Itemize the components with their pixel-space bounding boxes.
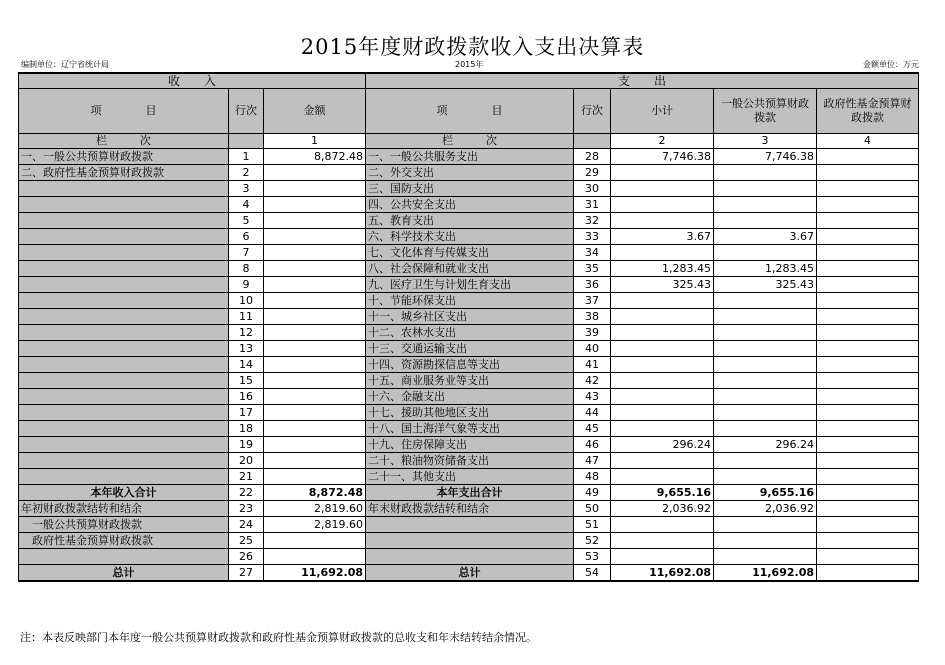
year-income-total-label: 本年收入合计 xyxy=(19,485,229,501)
row-number: 23 xyxy=(229,501,264,517)
income-item xyxy=(19,293,229,309)
income-item xyxy=(19,229,229,245)
row-number: 21 xyxy=(229,469,264,485)
expense-general-budget xyxy=(714,357,817,373)
expense-general-budget xyxy=(714,197,817,213)
row-number: 34 xyxy=(574,245,611,261)
row-number: 32 xyxy=(574,213,611,229)
row-number: 43 xyxy=(574,389,611,405)
expense-subtotal: 1,283.45 xyxy=(611,261,714,277)
income-item xyxy=(19,357,229,373)
income-item xyxy=(19,277,229,293)
expense-item: 二十一、其他支出 xyxy=(366,469,574,485)
budget-table xyxy=(18,72,919,582)
income-row-no-header: 行次 xyxy=(229,89,264,134)
expense-subtotal xyxy=(611,341,714,357)
income-item xyxy=(19,245,229,261)
row-number: 54 xyxy=(574,565,611,582)
expense-general-budget xyxy=(714,213,817,229)
amount-unit: 金额单位：万元 xyxy=(863,60,919,69)
table-row xyxy=(19,357,919,373)
table-row xyxy=(19,261,919,277)
income-item xyxy=(19,309,229,325)
row-number: 46 xyxy=(574,437,611,453)
income-amount-header: 金额 xyxy=(264,89,366,134)
table-row xyxy=(19,341,919,357)
income-amount xyxy=(264,229,366,245)
income-item: 二、政府性基金预算财政拨款 xyxy=(19,165,229,181)
income-amount xyxy=(264,165,366,181)
expense-item: 十九、住房保障支出 xyxy=(366,437,574,453)
income-item xyxy=(19,261,229,277)
expense-fund-budget xyxy=(817,325,919,341)
expense-general-budget xyxy=(714,421,817,437)
row-number: 30 xyxy=(574,181,611,197)
blank-cell xyxy=(229,134,264,149)
expense-subtotal xyxy=(611,165,714,181)
row-number: 2 xyxy=(229,165,264,181)
column-label: 栏 次 xyxy=(19,134,229,149)
expense-subtotal xyxy=(611,389,714,405)
expense-subtotal xyxy=(611,197,714,213)
table-row xyxy=(19,437,919,453)
year-income-total-amount: 8,872.48 xyxy=(264,485,366,501)
expense-fund-budget xyxy=(817,293,919,309)
expense-subtotal: 325.43 xyxy=(611,277,714,293)
income-amount xyxy=(264,325,366,341)
table-row xyxy=(19,181,919,197)
expense-general-budget: 3.67 xyxy=(714,229,817,245)
table-row xyxy=(19,373,919,389)
expense-general-budget: 7,746.38 xyxy=(714,149,817,165)
table-row xyxy=(19,325,919,341)
expense-general-budget xyxy=(714,165,817,181)
income-item xyxy=(19,389,229,405)
blank-cell xyxy=(264,549,366,565)
row-number: 15 xyxy=(229,373,264,389)
header-row-section xyxy=(19,73,919,89)
expense-item: 四、公共安全支出 xyxy=(366,197,574,213)
row-number: 13 xyxy=(229,341,264,357)
expense-subtotal xyxy=(611,181,714,197)
income-amount: 8,872.48 xyxy=(264,149,366,165)
table-row xyxy=(19,165,919,181)
row-number: 39 xyxy=(574,325,611,341)
expense-subtotal xyxy=(611,245,714,261)
row-number: 37 xyxy=(574,293,611,309)
balance-row xyxy=(19,501,919,517)
expense-subtotal: 3.67 xyxy=(611,229,714,245)
expense-item: 九、医疗卫生与计划生育支出 xyxy=(366,277,574,293)
balance-fund-row xyxy=(19,533,919,549)
table-row xyxy=(19,469,919,485)
table-note: 注：本表反映部门本年度一般公共预算财政拨款和政府性基金预算财政拨款的总收支和年末结转结余情况。 xyxy=(20,631,537,644)
expense-fund-budget xyxy=(817,165,919,181)
expense-general-budget xyxy=(714,389,817,405)
income-amount xyxy=(264,453,366,469)
income-item xyxy=(19,325,229,341)
income-amount xyxy=(264,197,366,213)
row-number: 49 xyxy=(574,485,611,501)
begin-balance-label: 年初财政拨款结转和结余 xyxy=(19,501,229,517)
income-item xyxy=(19,197,229,213)
row-number: 9 xyxy=(229,277,264,293)
income-item xyxy=(19,213,229,229)
expense-general-budget xyxy=(714,453,817,469)
row-number: 25 xyxy=(229,533,264,549)
column-label: 栏 次 xyxy=(366,134,574,149)
row-number: 14 xyxy=(229,357,264,373)
expense-item: 八、社会保障和就业支出 xyxy=(366,261,574,277)
reporting-unit: 编制单位：辽宁省统计局 xyxy=(21,60,109,69)
expense-subtotal xyxy=(611,405,714,421)
table-row xyxy=(19,453,919,469)
begin-general-amount: 2,819.60 xyxy=(264,517,366,533)
expense-item-header: 项 目 xyxy=(366,89,574,134)
header-row-columns xyxy=(19,89,919,134)
row-number: 17 xyxy=(229,405,264,421)
table-row xyxy=(19,277,919,293)
report-year: 2015年 xyxy=(455,60,484,69)
expense-general-budget xyxy=(714,341,817,357)
income-amount xyxy=(264,421,366,437)
expense-general-budget: 325.43 xyxy=(714,277,817,293)
expense-item: 十一、城乡社区支出 xyxy=(366,309,574,325)
expense-row-no-header: 行次 xyxy=(574,89,611,134)
income-item xyxy=(19,405,229,421)
income-item xyxy=(19,373,229,389)
blank-cell xyxy=(611,517,714,533)
row-number: 5 xyxy=(229,213,264,229)
column-number: 4 xyxy=(817,134,919,149)
header-row-column-numbers xyxy=(19,134,919,149)
income-amount xyxy=(264,341,366,357)
expense-item: 十、节能环保支出 xyxy=(366,293,574,309)
end-balance-fund xyxy=(817,501,919,517)
expense-fund-budget xyxy=(817,277,919,293)
income-amount xyxy=(264,293,366,309)
blank-cell xyxy=(574,134,611,149)
expense-item: 十五、商业服务业等支出 xyxy=(366,373,574,389)
expense-item: 一、一般公共服务支出 xyxy=(366,149,574,165)
table-row xyxy=(19,245,919,261)
grand-expense-label: 总计 xyxy=(366,565,574,582)
begin-general-label: 一般公共预算财政拨款 xyxy=(19,517,229,533)
expense-subtotal: 7,746.38 xyxy=(611,149,714,165)
row-number: 24 xyxy=(229,517,264,533)
income-item xyxy=(19,341,229,357)
blank-cell xyxy=(714,517,817,533)
grand-expense-general: 11,692.08 xyxy=(714,565,817,582)
expense-general-budget xyxy=(714,293,817,309)
begin-fund-label: 政府性基金预算财政拨款 xyxy=(19,533,229,549)
income-amount xyxy=(264,261,366,277)
expense-general-budget: 296.24 xyxy=(714,437,817,453)
expense-subtotal xyxy=(611,293,714,309)
expense-item: 三、国防支出 xyxy=(366,181,574,197)
income-amount xyxy=(264,213,366,229)
column-number: 1 xyxy=(264,134,366,149)
expense-subtotal xyxy=(611,325,714,341)
row-number: 41 xyxy=(574,357,611,373)
table-row xyxy=(19,213,919,229)
row-number: 36 xyxy=(574,277,611,293)
expense-subtotal xyxy=(611,453,714,469)
income-item xyxy=(19,469,229,485)
income-amount xyxy=(264,437,366,453)
general-budget-header: 一般公共预算财政拨款 xyxy=(714,89,817,134)
grand-expense-fund xyxy=(817,565,919,582)
row-number: 38 xyxy=(574,309,611,325)
expense-fund-budget xyxy=(817,149,919,165)
expense-general-budget: 1,283.45 xyxy=(714,261,817,277)
row-number: 16 xyxy=(229,389,264,405)
expense-subtotal xyxy=(611,213,714,229)
expense-general-budget xyxy=(714,373,817,389)
row-number: 45 xyxy=(574,421,611,437)
expense-general-budget xyxy=(714,469,817,485)
blank-row xyxy=(19,549,919,565)
expense-fund-budget xyxy=(817,213,919,229)
income-item: 一、一般公共预算财政拨款 xyxy=(19,149,229,165)
expense-fund-budget xyxy=(817,357,919,373)
expense-subtotal xyxy=(611,421,714,437)
income-amount xyxy=(264,405,366,421)
row-number: 8 xyxy=(229,261,264,277)
blank-cell xyxy=(366,533,574,549)
income-amount xyxy=(264,469,366,485)
income-item xyxy=(19,437,229,453)
row-number: 31 xyxy=(574,197,611,213)
expense-fund-budget xyxy=(817,437,919,453)
table-row xyxy=(19,421,919,437)
table-row xyxy=(19,405,919,421)
expense-item: 十七、援助其他地区支出 xyxy=(366,405,574,421)
begin-fund-amount xyxy=(264,533,366,549)
expense-fund-budget xyxy=(817,197,919,213)
expense-subtotal xyxy=(611,373,714,389)
column-number: 3 xyxy=(714,134,817,149)
table-row xyxy=(19,389,919,405)
expense-fund-budget xyxy=(817,229,919,245)
row-number: 7 xyxy=(229,245,264,261)
row-number: 44 xyxy=(574,405,611,421)
expense-general-budget xyxy=(714,405,817,421)
expense-fund-budget xyxy=(817,421,919,437)
expense-item: 五、教育支出 xyxy=(366,213,574,229)
row-number: 18 xyxy=(229,421,264,437)
expense-item: 十八、国土海洋气象等支出 xyxy=(366,421,574,437)
row-number: 26 xyxy=(229,549,264,565)
grand-income-amount: 11,692.08 xyxy=(264,565,366,582)
expense-general-budget xyxy=(714,181,817,197)
expense-fund-budget xyxy=(817,453,919,469)
end-balance-general: 2,036.92 xyxy=(714,501,817,517)
expense-fund-budget xyxy=(817,261,919,277)
blank-cell xyxy=(817,517,919,533)
expense-item: 十二、农林水支出 xyxy=(366,325,574,341)
table-row xyxy=(19,197,919,213)
expense-subtotal xyxy=(611,309,714,325)
row-number: 3 xyxy=(229,181,264,197)
year-expense-total-label: 本年支出合计 xyxy=(366,485,574,501)
row-number: 12 xyxy=(229,325,264,341)
year-expense-fund xyxy=(817,485,919,501)
column-number: 2 xyxy=(611,134,714,149)
expense-item: 七、文化体育与传媒支出 xyxy=(366,245,574,261)
blank-cell xyxy=(611,549,714,565)
begin-balance-amount: 2,819.60 xyxy=(264,501,366,517)
row-number: 47 xyxy=(574,453,611,469)
row-number: 29 xyxy=(574,165,611,181)
income-amount xyxy=(264,245,366,261)
row-number: 27 xyxy=(229,565,264,582)
expense-fund-budget xyxy=(817,405,919,421)
expense-item: 六、科学技术支出 xyxy=(366,229,574,245)
balance-general-row xyxy=(19,517,919,533)
expense-fund-budget xyxy=(817,469,919,485)
grand-income-label: 总计 xyxy=(19,565,229,582)
expense-fund-budget xyxy=(817,389,919,405)
table-row xyxy=(19,229,919,245)
row-number: 53 xyxy=(574,549,611,565)
expense-subtotal: 296.24 xyxy=(611,437,714,453)
row-number: 6 xyxy=(229,229,264,245)
expense-item: 十三、交通运输支出 xyxy=(366,341,574,357)
table-row xyxy=(19,293,919,309)
row-number: 51 xyxy=(574,517,611,533)
income-amount xyxy=(264,389,366,405)
expense-fund-budget xyxy=(817,373,919,389)
expense-fund-budget xyxy=(817,341,919,357)
blank-cell xyxy=(817,549,919,565)
blank-cell xyxy=(366,549,574,565)
income-item xyxy=(19,421,229,437)
blank-cell xyxy=(366,517,574,533)
page-title: 2015年度财政拨款收入支出决算表 xyxy=(300,35,645,59)
expense-general-budget xyxy=(714,245,817,261)
expense-subtotal xyxy=(611,469,714,485)
row-number: 11 xyxy=(229,309,264,325)
income-amount xyxy=(264,309,366,325)
blank-cell xyxy=(714,533,817,549)
blank-cell xyxy=(611,533,714,549)
subtotal-header: 小计 xyxy=(611,89,714,134)
row-number: 4 xyxy=(229,197,264,213)
row-number: 19 xyxy=(229,437,264,453)
row-number: 42 xyxy=(574,373,611,389)
expense-item: 二十、粮油物资储备支出 xyxy=(366,453,574,469)
expense-general-budget xyxy=(714,325,817,341)
expense-subtotal xyxy=(611,357,714,373)
expense-fund-budget xyxy=(817,181,919,197)
row-number: 35 xyxy=(574,261,611,277)
blank-cell xyxy=(714,549,817,565)
row-number: 28 xyxy=(574,149,611,165)
income-section-header: 收 入 xyxy=(19,73,366,89)
income-amount xyxy=(264,357,366,373)
expense-fund-budget xyxy=(817,309,919,325)
row-number: 48 xyxy=(574,469,611,485)
end-balance-subtotal: 2,036.92 xyxy=(611,501,714,517)
row-number: 40 xyxy=(574,341,611,357)
table-row xyxy=(19,309,919,325)
income-item-header: 项 目 xyxy=(19,89,229,134)
row-number: 20 xyxy=(229,453,264,469)
row-number: 33 xyxy=(574,229,611,245)
row-number: 50 xyxy=(574,501,611,517)
year-expense-subtotal: 9,655.16 xyxy=(611,485,714,501)
income-amount xyxy=(264,277,366,293)
income-item xyxy=(19,453,229,469)
expense-fund-budget xyxy=(817,245,919,261)
fund-budget-header: 政府性基金预算财政拨款 xyxy=(817,89,919,134)
expense-general-budget xyxy=(714,309,817,325)
income-amount xyxy=(264,181,366,197)
row-number: 22 xyxy=(229,485,264,501)
income-amount xyxy=(264,373,366,389)
grand-total-row xyxy=(19,565,919,582)
expense-item: 十四、资源勘探信息等支出 xyxy=(366,357,574,373)
expense-section-header: 支 出 xyxy=(366,73,919,89)
expense-item: 二、外交支出 xyxy=(366,165,574,181)
row-number: 10 xyxy=(229,293,264,309)
expense-item: 十六、金融支出 xyxy=(366,389,574,405)
blank-cell xyxy=(19,549,229,565)
row-number: 1 xyxy=(229,149,264,165)
end-balance-label: 年末财政拨款结转和结余 xyxy=(366,501,574,517)
blank-cell xyxy=(817,533,919,549)
income-item xyxy=(19,181,229,197)
grand-expense-subtotal: 11,692.08 xyxy=(611,565,714,582)
table-row xyxy=(19,149,919,165)
year-total-row xyxy=(19,485,919,501)
year-expense-general: 9,655.16 xyxy=(714,485,817,501)
row-number: 52 xyxy=(574,533,611,549)
